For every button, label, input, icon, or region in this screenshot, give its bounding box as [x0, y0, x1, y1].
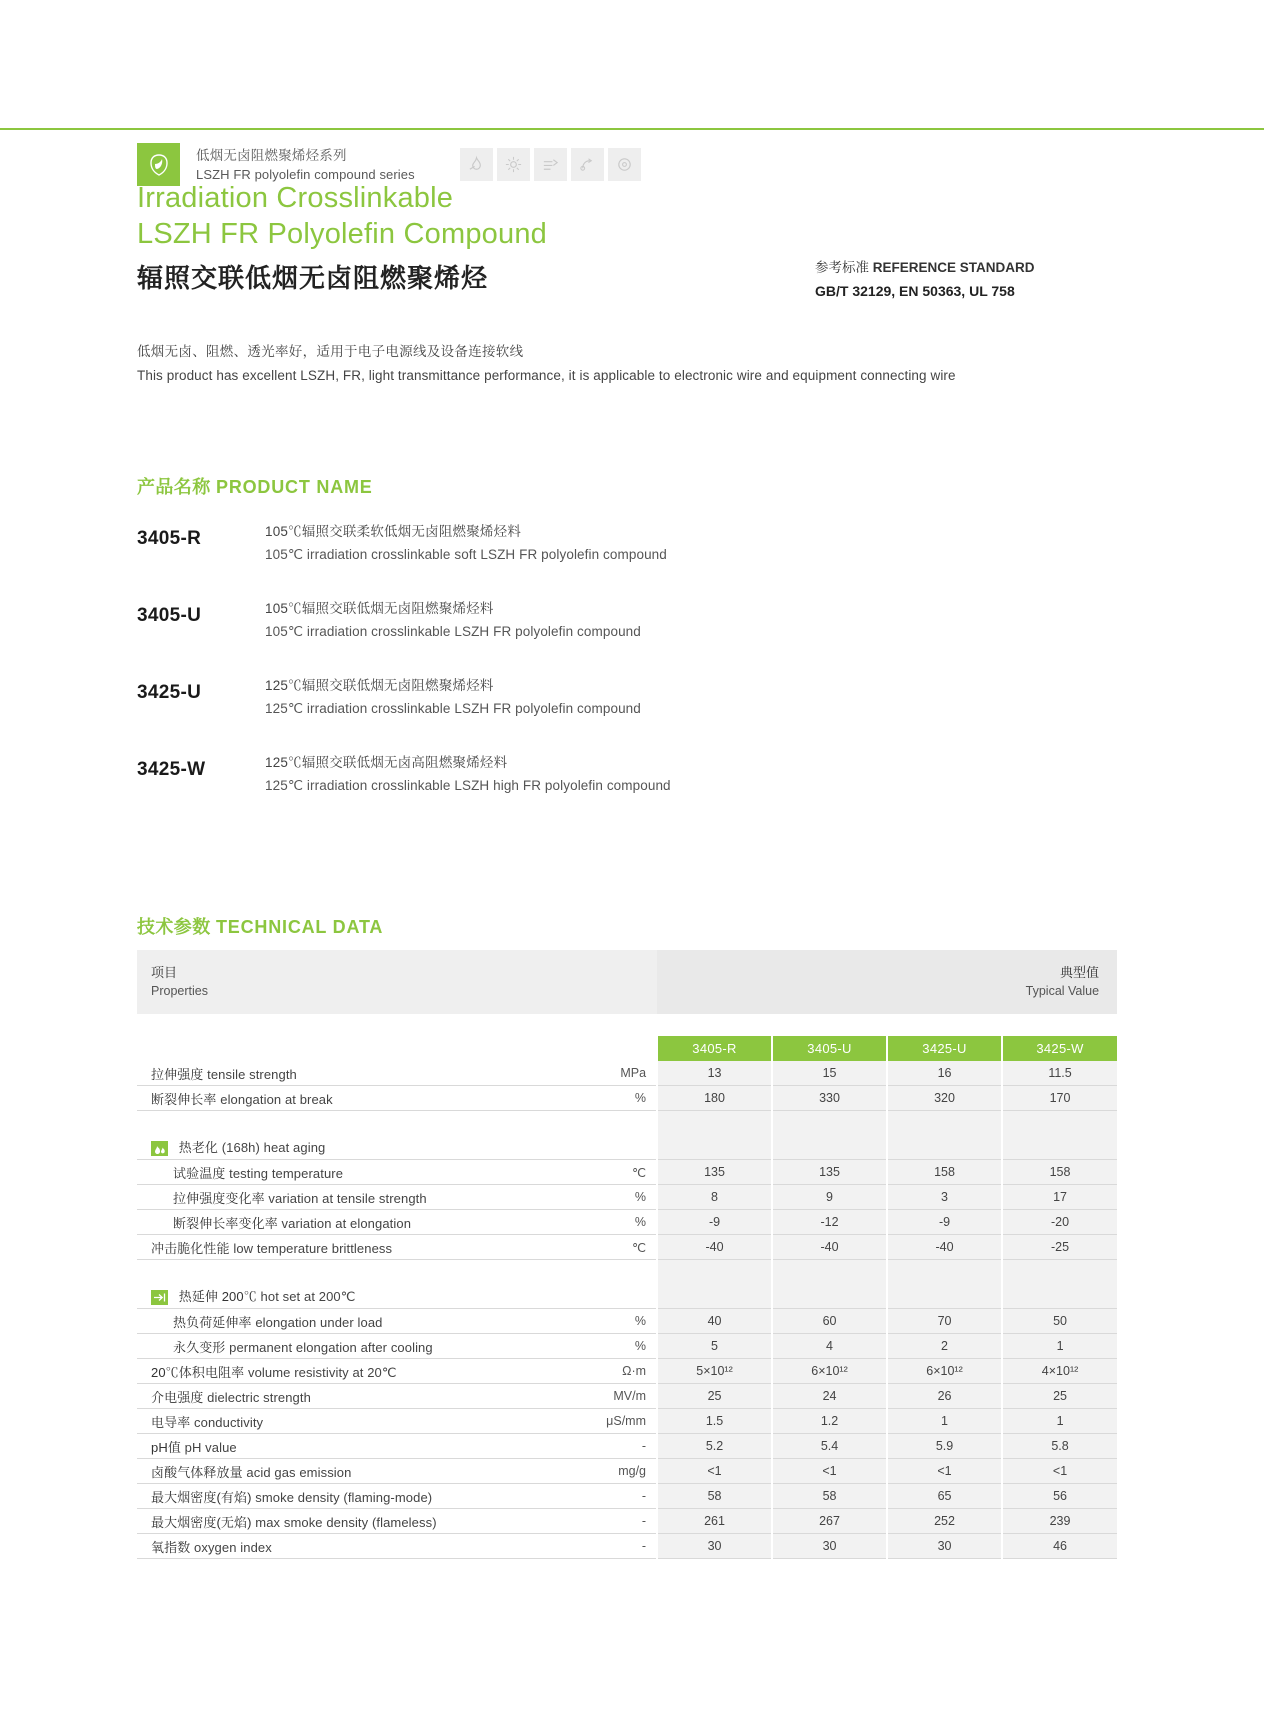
header-series-cn: 低烟无卤阻燃聚烯烃系列: [196, 148, 347, 163]
section-heading-product-name: [137, 473, 373, 499]
table-spacer: [137, 1014, 1117, 1036]
value-3425-W: -25: [1002, 1235, 1117, 1260]
product-description-cn: 105℃辐照交联柔软低烟无卤阻燃聚烯烃料: [265, 524, 522, 539]
intro-cn: 低烟无卤、阻燃、透光率好，适用于电子电源线及设备连接软线: [137, 344, 524, 359]
group-label-cn: 热老化: [178, 1140, 219, 1156]
value-3405-R: -9: [657, 1210, 772, 1235]
value-3425-W: 25: [1002, 1384, 1117, 1409]
property-unit: ℃: [592, 1235, 657, 1260]
property-label-en: variation at elongation: [281, 1215, 412, 1231]
group-label-en: (168h) heat aging: [221, 1140, 326, 1156]
grade-header-3425-W: 3425-W: [1002, 1036, 1117, 1061]
group-label: [137, 1284, 592, 1309]
property-label-cn: 热负荷延伸率: [173, 1314, 252, 1330]
property-label: [137, 1459, 592, 1484]
value-3405-U: 5.4: [772, 1434, 887, 1459]
value-3425-W: 1: [1002, 1409, 1117, 1434]
grade-header-3405-U: 3405-U: [772, 1036, 887, 1061]
title-en-line2: LSZH FR Polyolefin Compound: [137, 218, 547, 250]
table-row: [137, 1210, 1117, 1235]
property-unit: %: [592, 1334, 657, 1359]
value-3425-W: 170: [1002, 1086, 1117, 1111]
table-row: [137, 1409, 1117, 1434]
value-3405-R: -40: [657, 1235, 772, 1260]
group-label: [137, 1135, 592, 1160]
property-unit: %: [592, 1086, 657, 1111]
property-label-cn: 最大烟密度(有焰): [151, 1489, 252, 1505]
property-label: [137, 1210, 592, 1235]
property-label-en: smoke density (flaming-mode): [255, 1489, 433, 1505]
property-label-cn: 氧指数: [151, 1539, 191, 1555]
value-3405-U: <1: [772, 1459, 887, 1484]
value-3425-U: 70: [887, 1309, 1002, 1334]
property-label-cn: 电导率: [151, 1414, 191, 1430]
property-unit: %: [592, 1185, 657, 1210]
property-label-en: max smoke density (flameless): [255, 1514, 437, 1530]
property-label: [137, 1359, 592, 1384]
value-3425-W: 1: [1002, 1334, 1117, 1359]
hot-set-icon: [151, 1290, 168, 1305]
reference-label-cn: 参考标准: [815, 260, 869, 275]
value-3405-U: 58: [772, 1484, 887, 1509]
group-label-en: hot set at 200℃: [260, 1289, 356, 1305]
product-description: [265, 597, 641, 643]
value-3425-W: <1: [1002, 1459, 1117, 1484]
property-label: [137, 1185, 592, 1210]
table-row: [137, 1309, 1117, 1334]
table-row: [137, 1484, 1117, 1509]
property-label-cn: 试验温度: [173, 1165, 226, 1181]
title-block: [137, 180, 837, 298]
property-unit: Ω·m: [592, 1359, 657, 1384]
value-3425-U: 252: [887, 1509, 1002, 1534]
property-unit: μS/mm: [592, 1409, 657, 1434]
eco-icon: [608, 148, 641, 181]
value-3405-U: -40: [772, 1235, 887, 1260]
value-3405-R: 5: [657, 1334, 772, 1359]
value-3425-W: 5.8: [1002, 1434, 1117, 1459]
section-heading-product-name-en: PRODUCT NAME: [216, 477, 373, 497]
property-unit: ℃: [592, 1160, 657, 1185]
table-row: [137, 1086, 1117, 1111]
value-3425-U: -40: [887, 1235, 1002, 1260]
product-code: 3405-R: [137, 528, 202, 549]
property-label-en: elongation at break: [220, 1091, 333, 1107]
value-3405-U: 60: [772, 1309, 887, 1334]
product-list: [137, 520, 1097, 828]
value-3425-U: 16: [887, 1061, 1002, 1086]
value-3405-R: 25: [657, 1384, 772, 1409]
technical-data-table: [137, 950, 1117, 1559]
reference-label-en: REFERENCE STANDARD: [872, 260, 1035, 275]
product-description-en: 125℃ irradiation crosslinkable LSZH high FR polyolefin compound: [265, 778, 671, 793]
value-3425-W: 4×10¹²: [1002, 1359, 1117, 1384]
value-3425-U: 5.9: [887, 1434, 1002, 1459]
property-label: [137, 1160, 592, 1185]
table-row: [137, 1509, 1117, 1534]
property-label: [137, 1534, 592, 1559]
property-label-en: volume resistivity at 20℃: [247, 1364, 397, 1380]
value-3405-U: 6×10¹²: [772, 1359, 887, 1384]
title-cn: 辐照交联低烟无卤阻燃聚烯烃: [137, 263, 489, 293]
value-3405-R: 13: [657, 1061, 772, 1086]
product-description-en: 105℃ irradiation crosslinkable soft LSZH FR polyolefin compound: [265, 547, 667, 562]
property-label-cn: pH值: [151, 1439, 181, 1455]
table-row: [137, 1459, 1117, 1484]
value-3425-U: 6×10¹²: [887, 1359, 1002, 1384]
header-typical-en: Typical Value: [1025, 984, 1100, 998]
header-typical-cn: 典型值: [1060, 965, 1100, 980]
value-3405-U: -12: [772, 1210, 887, 1235]
value-3425-W: 11.5: [1002, 1061, 1117, 1086]
property-label-cn: 最大烟密度(无焰): [151, 1514, 252, 1530]
grade-header-row: [137, 1036, 1117, 1061]
property-label-cn: 卤酸气体释放量: [151, 1464, 243, 1480]
value-3405-R: <1: [657, 1459, 772, 1484]
value-3425-U: 1: [887, 1409, 1002, 1434]
property-label-en: oxygen index: [194, 1539, 272, 1555]
value-3405-U: 1.2: [772, 1409, 887, 1434]
value-3405-U: 30: [772, 1534, 887, 1559]
heat-aging-icon: [151, 1141, 168, 1156]
product-code: 3425-W: [137, 759, 206, 780]
property-label-en: tensile strength: [207, 1066, 297, 1082]
value-3425-W: 158: [1002, 1160, 1117, 1185]
section-heading-technical-data-en: TECHNICAL DATA: [216, 917, 384, 937]
property-unit: -: [592, 1509, 657, 1534]
property-label-en: pH value: [184, 1439, 237, 1455]
table-row: [137, 1334, 1117, 1359]
header-properties-cn: 项目: [151, 965, 178, 980]
value-3425-U: 320: [887, 1086, 1002, 1111]
value-3405-R: 40: [657, 1309, 772, 1334]
table-header-row: [137, 950, 1117, 1014]
product-code: 3425-U: [137, 682, 202, 703]
table-blank-band: [137, 1260, 1117, 1285]
property-label-en: conductivity: [194, 1414, 264, 1430]
property-unit: mg/g: [592, 1459, 657, 1484]
value-3425-U: -9: [887, 1210, 1002, 1235]
section-heading-technical-data-cn: 技术参数: [137, 917, 211, 937]
value-3425-U: 3: [887, 1185, 1002, 1210]
header-properties-en: Properties: [151, 984, 208, 998]
value-3405-R: 180: [657, 1086, 772, 1111]
value-3405-U: 15: [772, 1061, 887, 1086]
intro-block: [137, 340, 1097, 388]
value-3405-R: 261: [657, 1509, 772, 1534]
value-3405-U: 9: [772, 1185, 887, 1210]
value-3425-W: 50: [1002, 1309, 1117, 1334]
group-label-cn: 热延伸 200℃: [178, 1289, 257, 1305]
property-label-cn: 拉伸强度变化率: [173, 1190, 265, 1206]
property-label-en: variation at tensile strength: [268, 1190, 427, 1206]
reference-standard: [815, 258, 1145, 302]
property-label-cn: 永久变形: [173, 1339, 226, 1355]
product-description-en: 105℃ irradiation crosslinkable LSZH FR polyolefin compound: [265, 624, 641, 639]
table-blank-band: [137, 1111, 1117, 1136]
header-divider: [0, 128, 1264, 130]
property-label-cn: 拉伸强度: [151, 1066, 204, 1082]
product-description: [265, 520, 667, 566]
halogen-free-icon: [534, 148, 567, 181]
table-row: [137, 1384, 1117, 1409]
value-3405-R: 5×10¹²: [657, 1359, 772, 1384]
product-description-cn: 125℃辐照交联低烟无卤高阻燃聚烯烃料: [265, 755, 508, 770]
product-code: 3405-U: [137, 605, 202, 626]
title-en-line1: Irradiation Crosslinkable: [137, 182, 454, 214]
property-label-cn: 断裂伸长率变化率: [173, 1215, 278, 1231]
value-3405-R: 5.2: [657, 1434, 772, 1459]
value-3425-W: -20: [1002, 1210, 1117, 1235]
property-label-cn: 介电强度: [151, 1389, 204, 1405]
flame-retardant-icon: [460, 148, 493, 181]
header-typical-value: [657, 950, 1117, 1014]
reference-value: GB/T 32129, EN 50363, UL 758: [815, 283, 1015, 299]
property-label: [137, 1434, 592, 1459]
table-row: [137, 1434, 1117, 1459]
value-3425-U: 158: [887, 1160, 1002, 1185]
intro-en: This product has excellent LSZH, FR, light transmittance performance, it is applicable to electronic wire and equipment connecting wire: [137, 368, 956, 383]
header-series-titles: [196, 146, 415, 184]
property-label: [137, 1384, 592, 1409]
grade-header-3405-R: 3405-R: [657, 1036, 772, 1061]
product-description: [265, 751, 671, 797]
list-item: [137, 597, 1097, 643]
property-label: [137, 1334, 592, 1359]
header-feature-icons: [460, 148, 641, 181]
header-properties: [137, 950, 657, 1014]
property-label: [137, 1061, 592, 1086]
property-label: [137, 1309, 592, 1334]
grade-header-3425-U: 3425-U: [887, 1036, 1002, 1061]
header-series-en: LSZH FR polyolefin compound series: [196, 167, 415, 182]
value-3405-U: 4: [772, 1334, 887, 1359]
property-label-en: dielectric strength: [207, 1389, 311, 1405]
value-3425-U: <1: [887, 1459, 1002, 1484]
list-item: [137, 674, 1097, 720]
table-row: [137, 1359, 1117, 1384]
property-label-en: testing temperature: [229, 1165, 344, 1181]
property-label-en: elongation under load: [255, 1314, 383, 1330]
section-heading-product-name-cn: 产品名称: [137, 477, 211, 497]
value-3405-U: 330: [772, 1086, 887, 1111]
table-row: [137, 1061, 1117, 1086]
page-header: [0, 70, 1264, 182]
property-unit: MPa: [592, 1061, 657, 1086]
property-label: [137, 1086, 592, 1111]
property-label: [137, 1409, 592, 1434]
table-row: [137, 1235, 1117, 1260]
value-3405-R: 135: [657, 1160, 772, 1185]
reference-label: [815, 258, 1145, 278]
table-group-row: [137, 1284, 1117, 1309]
product-description-cn: 105℃辐照交联低烟无卤阻燃聚烯烃料: [265, 601, 494, 616]
table-row: [137, 1160, 1117, 1185]
list-item: [137, 751, 1097, 797]
property-label: [137, 1235, 592, 1260]
property-unit: -: [592, 1534, 657, 1559]
property-unit: -: [592, 1484, 657, 1509]
property-label-cn: 断裂伸长率: [151, 1091, 217, 1107]
value-3405-U: 24: [772, 1384, 887, 1409]
property-unit: %: [592, 1210, 657, 1235]
section-heading-technical-data: [137, 913, 383, 939]
value-3425-U: 30: [887, 1534, 1002, 1559]
property-unit: MV/m: [592, 1384, 657, 1409]
value-3405-R: 58: [657, 1484, 772, 1509]
value-3425-U: 26: [887, 1384, 1002, 1409]
property-unit: %: [592, 1309, 657, 1334]
flexible-icon: [571, 148, 604, 181]
property-label: [137, 1484, 592, 1509]
value-3425-W: 46: [1002, 1534, 1117, 1559]
property-label-en: acid gas emission: [246, 1464, 352, 1480]
property-unit: -: [592, 1434, 657, 1459]
value-3405-R: 30: [657, 1534, 772, 1559]
value-3425-U: 65: [887, 1484, 1002, 1509]
property-label-en: low temperature brittleness: [233, 1240, 393, 1256]
table-row: [137, 1185, 1117, 1210]
table-row: [137, 1534, 1117, 1559]
list-item: [137, 520, 1097, 566]
value-3425-W: 56: [1002, 1484, 1117, 1509]
value-3425-W: 239: [1002, 1509, 1117, 1534]
property-label: [137, 1509, 592, 1534]
value-3405-R: 1.5: [657, 1409, 772, 1434]
value-3425-W: 17: [1002, 1185, 1117, 1210]
value-3405-U: 267: [772, 1509, 887, 1534]
value-3405-U: 135: [772, 1160, 887, 1185]
product-description-en: 125℃ irradiation crosslinkable LSZH FR polyolefin compound: [265, 701, 641, 716]
property-label-cn: 冲击脆化性能: [151, 1240, 230, 1256]
value-3425-U: 2: [887, 1334, 1002, 1359]
low-smoke-icon: [497, 148, 530, 181]
product-description: [265, 674, 641, 720]
property-label-en: permanent elongation after cooling: [229, 1339, 433, 1355]
product-description-cn: 125℃辐照交联低烟无卤阻燃聚烯烃料: [265, 678, 494, 693]
value-3405-R: 8: [657, 1185, 772, 1210]
property-label-cn: 20℃体积电阻率: [151, 1364, 245, 1380]
table-group-row: [137, 1135, 1117, 1160]
